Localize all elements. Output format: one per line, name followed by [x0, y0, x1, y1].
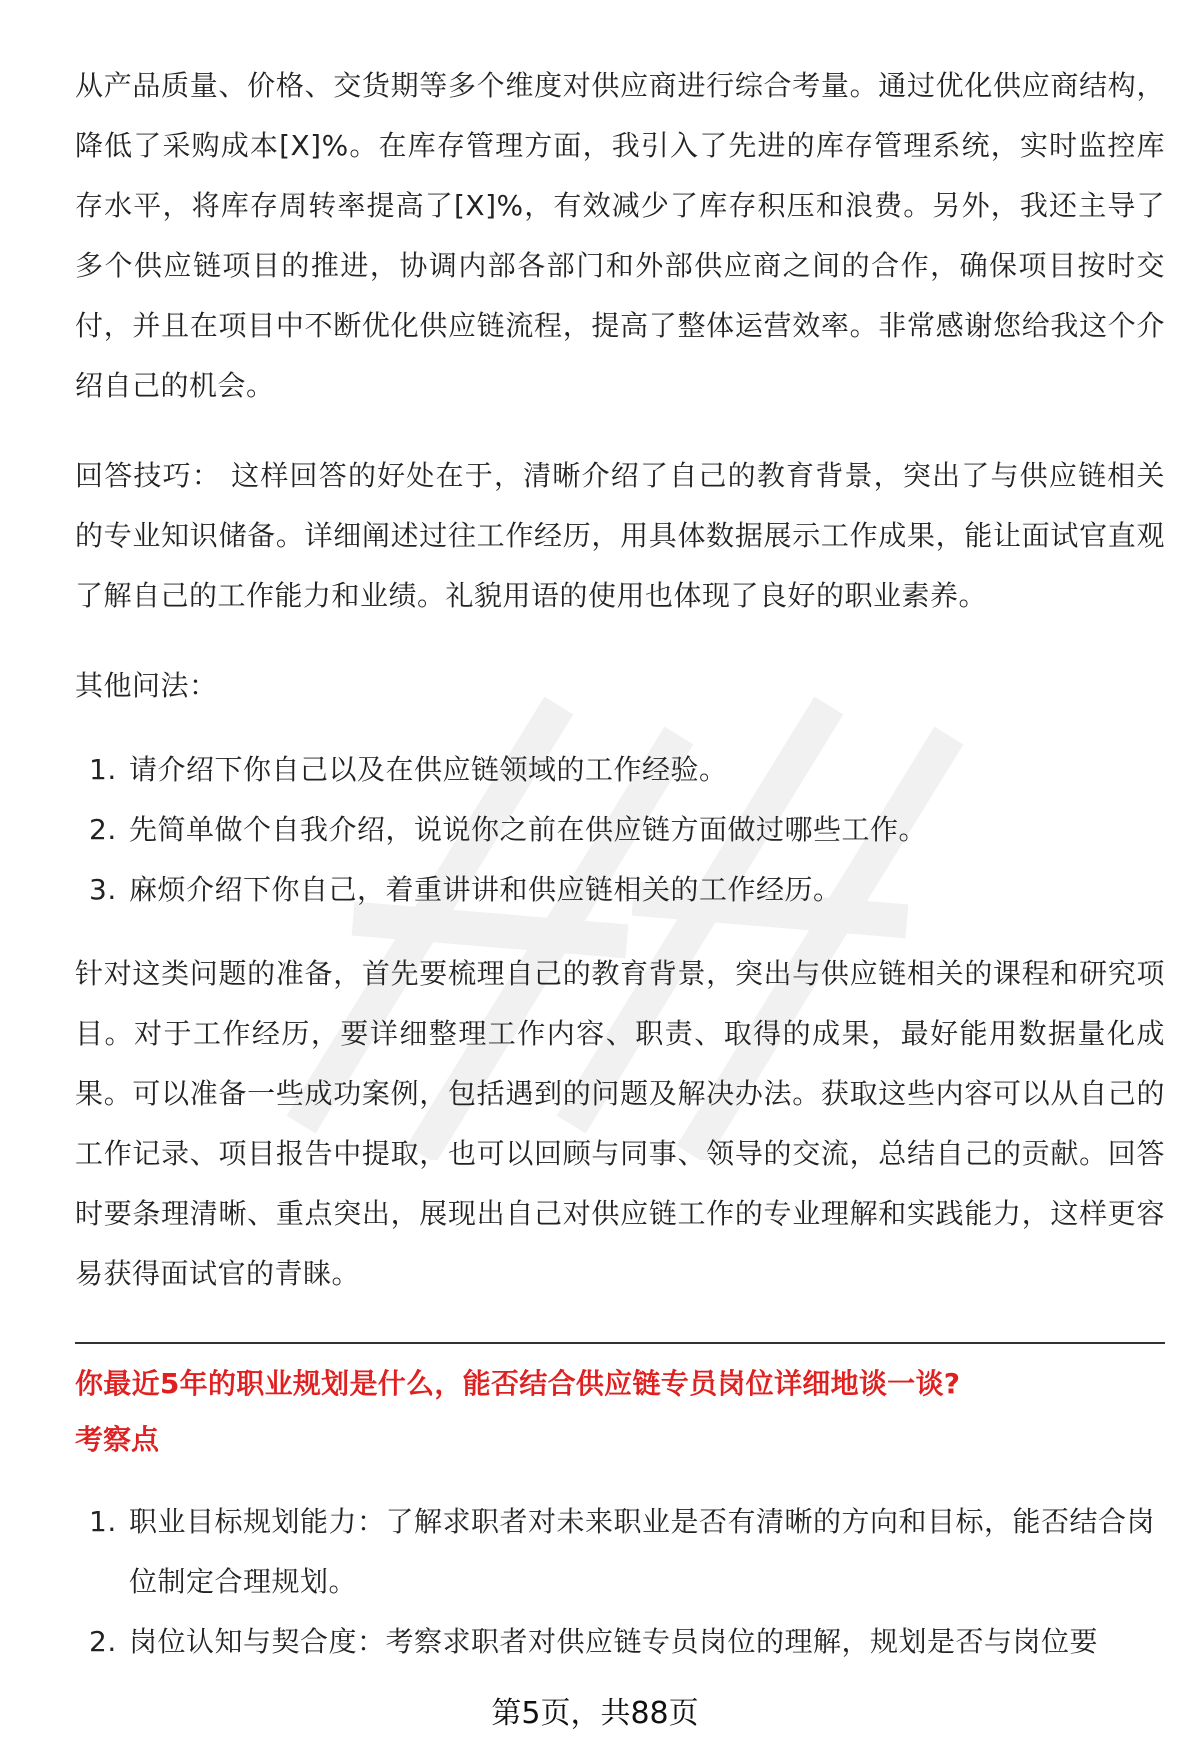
- list-item: [75, 1492, 1165, 1612]
- list-number: 3.: [89, 873, 117, 906]
- assessment-points-label: 考察点: [75, 1423, 160, 1456]
- document-page: [75, 56, 1165, 1672]
- list-number: 2.: [89, 1625, 117, 1658]
- list-number: 2.: [89, 813, 117, 846]
- intro-answer-paragraph: 从产品质量、价格、交货期等多个维度对供应商进行综合考量。通过优化供应商结构，降低了采购成本[X]%。在库存管理方面，我引入了先进的库存管理系统，实时监控库存水平，将库存周转率提高了[X]%，有效减少了库存积压和浪费。另外，我还主导了多个供应链项目的推进，协调内部各部门和外部供应商之间的合作，确保项目按时交付，并且在项目中不断优化供应链流程，提高了整体运营效率。非常感谢您给我这个介绍自己的机会。: [75, 69, 1165, 402]
- list-item: [75, 740, 1165, 800]
- section-divider: [75, 1342, 1165, 1344]
- other-questions-list: [75, 740, 1165, 920]
- list-text: 先简单做个自我介绍，说说你之前在供应链方面做过哪些工作。: [129, 813, 928, 846]
- other-questions-heading: 其他问法：: [75, 669, 218, 702]
- list-text: 职业目标规划能力：了解求职者对未来职业是否有清晰的方向和目标，能否结合岗位制定合理规划。: [129, 1505, 1156, 1598]
- list-number: 1.: [89, 753, 117, 786]
- list-item: [75, 1612, 1165, 1672]
- page-number-footer: 第5页，共88页: [491, 1696, 699, 1731]
- answer-tips-paragraph: 回答技巧： 这样回答的好处在于，清晰介绍了自己的教育背景，突出了与供应链相关的专业知识储备。详细阐述过往工作经历，用具体数据展示工作成果，能让面试官直观了解自己的工作能力和业绩。礼貌用语的使用也体现了良好的职业素养。: [75, 459, 1165, 612]
- list-text: 请介绍下你自己以及在供应链领域的工作经验。: [129, 753, 728, 786]
- question-title: 你最近5年的职业规划是什么，能否结合供应链专员岗位详细地谈一谈?: [75, 1367, 961, 1400]
- assessment-points-list: [75, 1492, 1165, 1672]
- preparation-paragraph: 针对这类问题的准备，首先要梳理自己的教育背景，突出与供应链相关的课程和研究项目。对于工作经历，要详细整理工作内容、职责、取得的成果，最好能用数据量化成果。可以准备一些成功案例，包括遇到的问题及解决办法。获取这些内容可以从自己的工作记录、项目报告中提取，也可以回顾与同事、领导的交流，总结自己的贡献。回答时要条理清晰、重点突出，展现出自己对供应链工作的专业理解和实践能力，这样更容易获得面试官的青睐。: [75, 957, 1165, 1290]
- list-number: 1.: [89, 1505, 117, 1538]
- list-item: [75, 800, 1165, 860]
- list-text: 岗位认知与契合度：考察求职者对供应链专员岗位的理解，规划是否与岗位要: [129, 1625, 1099, 1658]
- list-text: 麻烦介绍下你自己，着重讲讲和供应链相关的工作经历。: [129, 873, 842, 906]
- list-item: [75, 860, 1165, 920]
